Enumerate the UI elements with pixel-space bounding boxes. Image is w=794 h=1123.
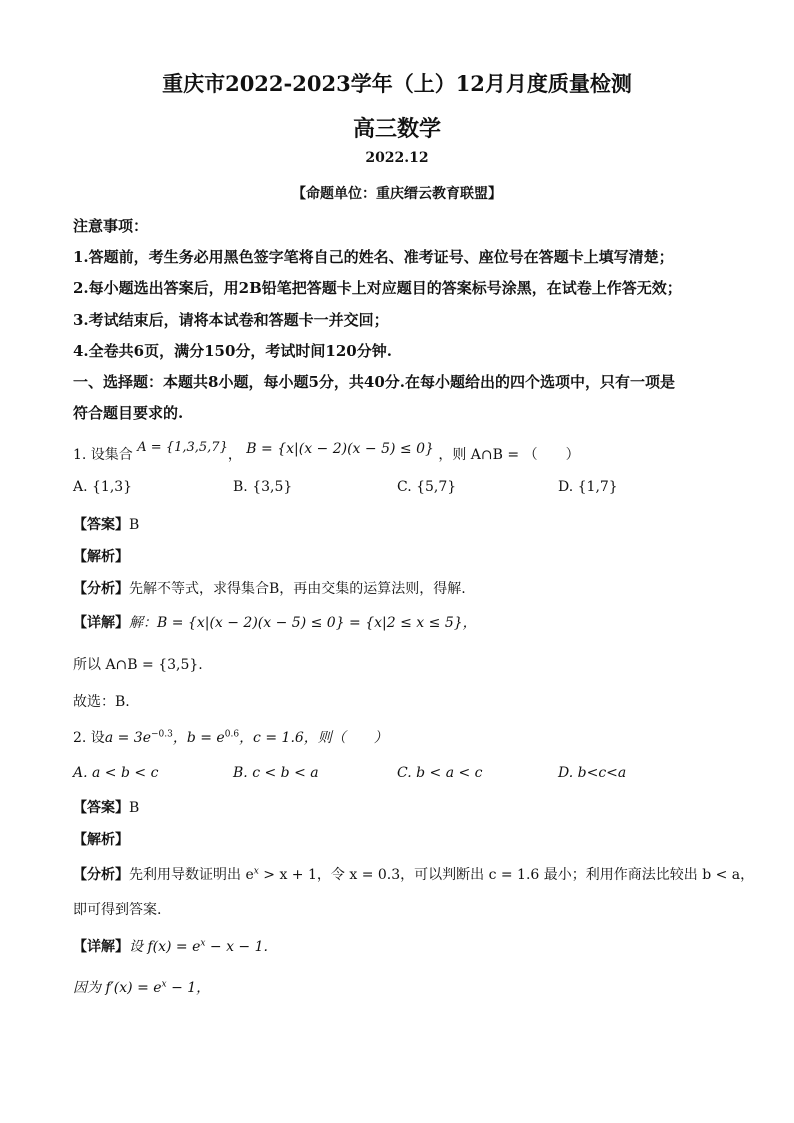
question-ask: ，则 A∩B = （ ） bbox=[438, 447, 580, 463]
answer-line bbox=[73, 514, 139, 534]
note-item: 1.答题前，考生务必用黑色签字笔将自己的姓名、准考证号、座位号在答题卡上填写清楚； bbox=[73, 248, 674, 266]
answer-value: B bbox=[129, 800, 140, 816]
set-a: A = {1,3,5,7} bbox=[137, 440, 228, 455]
fenxi-exp: x bbox=[253, 866, 259, 877]
notes-heading: 注意事项： bbox=[73, 217, 149, 235]
exam-date: 2022.12 bbox=[365, 150, 429, 166]
option-b: B. c < b < a bbox=[233, 765, 319, 781]
section-heading: 一、选择题：本题共8小题，每小题5分，共40分.在每小题给出的四个选项中，只有一项是 bbox=[73, 373, 675, 391]
because-text: 因为 f′(x) = e bbox=[73, 980, 162, 996]
section-heading-cont: 符合题目要求的. bbox=[73, 404, 184, 422]
detail-text: 解：B = {x|(x − 2)(x − 5) ≤ 0} = {x|2 ≤ x ≤ 5}， bbox=[129, 615, 477, 631]
question-number: 2. 设 bbox=[73, 730, 105, 746]
set-b: B = {x|(x − 2)(x − 5) ≤ 0} bbox=[246, 441, 434, 457]
expr-c-ask: ，c = 1.6，则（ ） bbox=[239, 730, 388, 746]
fenxi-text-cont: > x + 1，令 x = 0.3，可以判断出 c = 1.6 最小；利用作商法比较出 b < a， bbox=[258, 867, 755, 883]
fenxi-label: 【分析】 bbox=[73, 867, 129, 883]
expr-b: ，b = e bbox=[172, 730, 225, 746]
fenxi-text: 先利用导数证明出 e bbox=[129, 867, 254, 883]
expr-a-exp: −0.3 bbox=[150, 729, 173, 740]
fenxi-label: 【分析】 bbox=[73, 581, 129, 597]
expr-b-exp: 0.6 bbox=[224, 729, 240, 740]
answer-label: 【答案】 bbox=[73, 800, 129, 816]
question-2 bbox=[73, 727, 388, 747]
detail-text: 设 f(x) = e bbox=[129, 939, 201, 955]
analysis-line-2: 即可得到答案. bbox=[73, 902, 162, 918]
answer-label: 【答案】 bbox=[73, 517, 129, 533]
analysis-line bbox=[73, 578, 466, 598]
choose-line: 故选：B. bbox=[73, 694, 130, 710]
because-line bbox=[73, 977, 210, 997]
question-number: 1. 设集合 bbox=[73, 447, 133, 463]
because-exp: x bbox=[161, 979, 167, 990]
detail-line bbox=[73, 612, 477, 632]
answer-value: B bbox=[129, 517, 140, 533]
detail-exp: x bbox=[200, 938, 206, 949]
note-item: 3.考试结束后，请将本试卷和答题卡一并交回； bbox=[73, 311, 389, 329]
note-item: 2.每小题选出答案后，用2B铅笔把答题卡上对应题目的答案标号涂黑，在试卷上作答无效； bbox=[73, 279, 682, 297]
answer-line bbox=[73, 797, 139, 817]
option-b: B. {3,5} bbox=[233, 479, 293, 495]
option-c: C. b < a < c bbox=[397, 765, 483, 781]
detail-text-cont: − x − 1. bbox=[205, 939, 268, 955]
option-d: D. {1,7} bbox=[558, 479, 618, 495]
note-item: 4.全卷共6页，满分150分，考试时间120分钟. bbox=[73, 342, 392, 360]
because-text-cont: − 1， bbox=[166, 980, 211, 996]
question-1: 1. 设集合 A = {1,3,5,7}， B = {x|(x − 2)(x − 5) ≤ 0} ，则 A∩B = （ ） bbox=[73, 440, 580, 463]
detail-label: 【详解】 bbox=[73, 939, 129, 955]
exam-title: 重庆市2022-2023学年（上）12月月度质量检测 bbox=[162, 71, 632, 96]
fenxi-text: 先解不等式，求得集合B，再由交集的运算法则，得解. bbox=[129, 581, 466, 597]
detail-label: 【详解】 bbox=[73, 615, 129, 631]
expr-a: a = 3e bbox=[104, 730, 151, 746]
analysis-label: 【解析】 bbox=[73, 549, 129, 565]
option-c: C. {5,7} bbox=[397, 479, 457, 495]
analysis-line bbox=[73, 864, 754, 884]
analysis-label: 【解析】 bbox=[73, 832, 129, 848]
detail-line bbox=[73, 936, 268, 956]
solution-line: 所以 A∩B = {3,5}. bbox=[73, 657, 203, 673]
exam-unit: 【命题单位：重庆缙云教育联盟】 bbox=[292, 186, 502, 202]
option-a: A. a < b < c bbox=[73, 765, 159, 781]
option-d: D. b<c<a bbox=[558, 765, 627, 781]
exam-subject: 高三数学 bbox=[352, 116, 441, 142]
option-a: A. {1,3} bbox=[73, 479, 133, 495]
